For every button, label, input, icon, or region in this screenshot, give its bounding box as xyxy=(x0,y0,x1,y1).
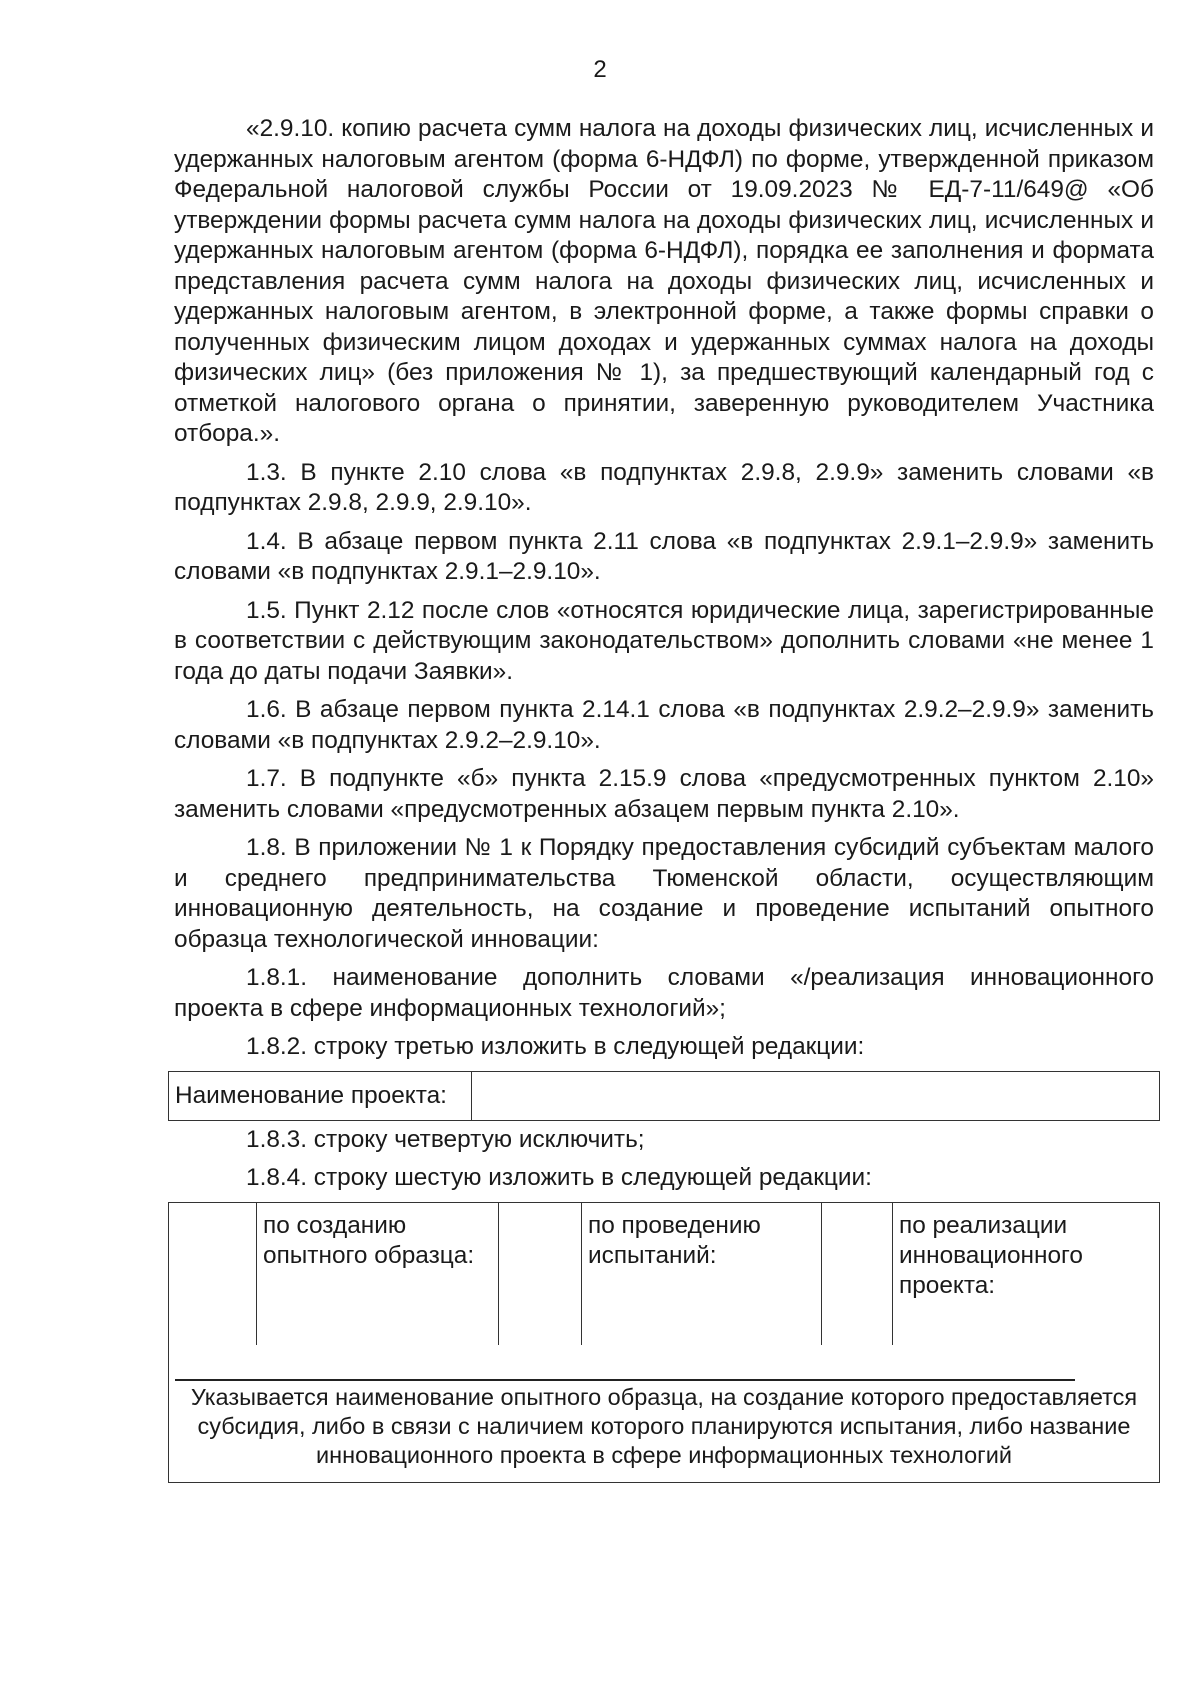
testing-cell: по проведению испытаний: xyxy=(582,1202,822,1345)
paragraph-1-5: 1.5. Пункт 2.12 после слов «относятся юридические лица, зарегистрированные в соответствии с действующим законодательством» дополнить словами «не менее 1 года до даты подачи Заявки». xyxy=(174,596,1154,685)
paragraph-1-8-2: 1.8.2. строку третью изложить в следующей редакции: xyxy=(246,1033,865,1060)
empty-cell xyxy=(822,1202,893,1345)
project-name-value xyxy=(472,1071,1160,1120)
page-number: 2 xyxy=(593,56,607,83)
sixth-row-table xyxy=(168,1202,1160,1483)
paragraph-1-4: 1.4. В абзаце первом пункта 2.11 слова «в подпунктах 2.9.1–2.9.9» заменить словами «в подпунктах 2.9.1–2.9.10». xyxy=(174,527,1154,585)
paragraph-1-7: 1.7. В подпункте «б» пункта 2.15.9 слова «предусмотренных пунктом 2.10» заменить словами «предусмотренных абзацем первым пункта 2.10». xyxy=(174,765,1154,823)
empty-cell xyxy=(499,1202,582,1345)
paragraph-1-8-3: 1.8.3. строку четвертую исключить; xyxy=(246,1125,645,1153)
project-name-label: Наименование проекта: xyxy=(169,1071,472,1120)
implementation-cell: по реализации инновационного проекта: xyxy=(893,1202,1160,1345)
paragraph-1-6: 1.6. В абзаце первом пункта 2.14.1 слова «в подпунктах 2.9.2–2.9.9» заменить словами «в подпунктах 2.9.2–2.9.10». xyxy=(174,696,1154,754)
paragraph-2-9-10: «2.9.10. копию расчета сумм налога на доходы физических лиц, исчисленных и удержанных налоговым агентом (форма 6-НДФЛ) по форме, утвержденной приказом Федеральной налоговой службы России от 19.09.2023 № ЕД-7-11/649@ «Об утверждении формы расчета сумм налога на доходы физических лиц, исчисленных и удержанных налоговым агентом (форма 6-НДФЛ), порядка ее заполнения и формата представления расчета сумм налога на доходы физических лиц, исчисленных и удержанных налоговым агентом, в электронной форме, а также формы справки о полученных физическим лицом доходах и удержанных суммах налога на доходы физических лиц» (без приложения № 1), за предшествующий календарный год с отметкой налогового органа о принятии, заверенную руководителем Участника отбора.». xyxy=(174,115,1154,447)
paragraph-1-8-1: 1.8.1. наименование дополнить словами «/реализация инновационного проекта в сфере информационных технологий»; xyxy=(174,964,1154,1022)
project-name-table xyxy=(168,1071,1160,1121)
footnote-text: Указывается наименование опытного образца, на создание которого предоставляется субсидия, либо в связи с наличием которого планируются испытания, либо название инновационного проекта в сфере информационных технологий xyxy=(190,1383,1138,1468)
paragraph-1-8: 1.8. В приложении № 1 к Порядку предоставления субсидий субъектам малого и среднего предпринимательства Тюменской области, осуществляющим инновационную деятельность, на создание и проведение испытаний опытного образца технологической инновации: xyxy=(174,834,1154,953)
paragraph-1-3: 1.3. В пункте 2.10 слова «в подпунктах 2.9.8, 2.9.9» заменить словами «в подпунктах 2.9.8, 2.9.9, 2.9.10». xyxy=(174,458,1154,516)
table-row xyxy=(169,1071,1160,1120)
empty-cell xyxy=(169,1202,257,1345)
table-row xyxy=(169,1202,1160,1345)
creation-cell: по созданию опытного образца: xyxy=(257,1202,499,1345)
table-row xyxy=(169,1345,1160,1483)
paragraph-1-8-4: 1.8.4. строку шестую изложить в следующей редакции: xyxy=(246,1164,872,1191)
document-body xyxy=(174,114,1154,1483)
footnote-cell xyxy=(169,1345,1160,1483)
